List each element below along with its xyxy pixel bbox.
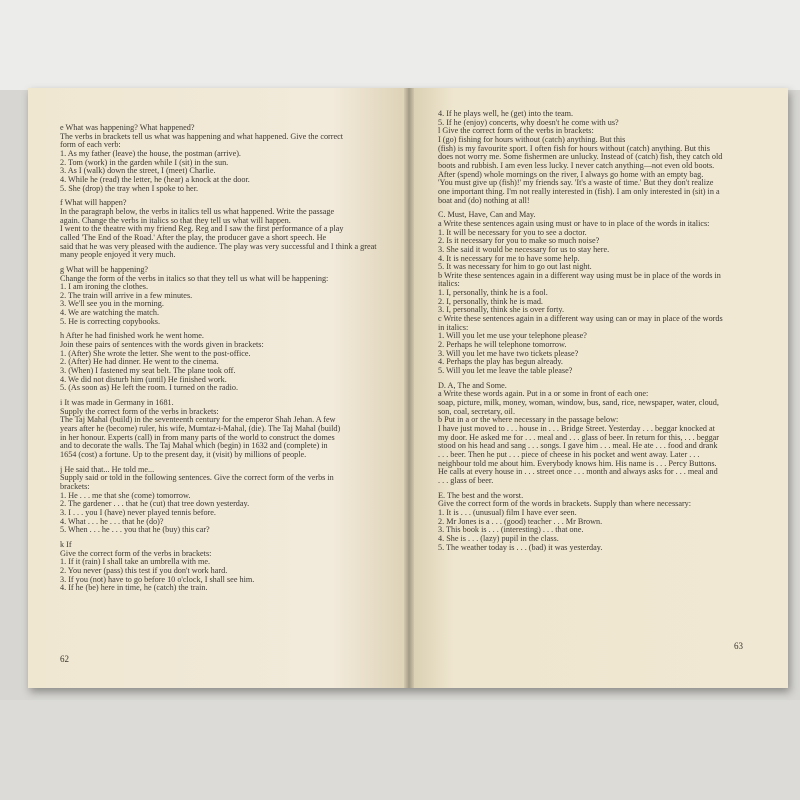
text-line: E. The best and the worst. bbox=[438, 491, 524, 500]
open-book bbox=[28, 88, 788, 688]
text-line: 4. If he (be) here in time, he (catch) the train. bbox=[60, 584, 208, 593]
text-line: 1654 (cost) a fortune. Up to the present day, it (visit) by millions of people. bbox=[60, 450, 307, 459]
left-page-number: 62 bbox=[60, 654, 69, 664]
text-line: . . . glass of beer. bbox=[438, 476, 494, 485]
exercise-block bbox=[60, 266, 398, 327]
text-line: k If bbox=[60, 540, 72, 549]
text-line: 5. (As soon as) He left the room. I turned on the radio. bbox=[60, 384, 239, 393]
text-line: 1. I am ironing the clothes. bbox=[60, 283, 148, 292]
text-line: 3. (When) I fastened my seat belt. The plane took off. bbox=[60, 367, 236, 376]
text-line: 5. It was necessary for him to go out last night. bbox=[438, 263, 592, 272]
text-line: 1. As my father (leave) the house, the postman (arrive). bbox=[60, 149, 241, 158]
background-wall bbox=[0, 0, 800, 90]
text-line: 3. This book is . . . (interesting) . . . that one. bbox=[438, 526, 584, 535]
text-line: 5. When . . . he . . . you that he (buy) this car? bbox=[60, 526, 210, 535]
text-line: soap, picture, milk, money, woman, window, bus, sand, rice, newspaper, water, cloud, bbox=[438, 399, 719, 407]
text-line: f What will happen? bbox=[60, 199, 127, 208]
text-line: e What was happening? What happened? bbox=[60, 124, 195, 132]
text-line: 2. You never (pass) this test if you don't work hard. bbox=[60, 566, 228, 575]
text-line: 5. She (drop) the tray when I spoke to her. bbox=[60, 184, 199, 193]
text-line: I (go) fishing for hours without (catch) anything. But this bbox=[438, 135, 626, 144]
text-line: 2. Is it necessary for you to make so much noise? bbox=[438, 237, 600, 246]
text-line: 1. It will be necessary for you to see a doctor. bbox=[438, 228, 587, 237]
text-line: italics: bbox=[438, 280, 460, 289]
text-line: 5. If he (enjoy) concerts, why doesn't he come with us? bbox=[438, 118, 619, 127]
text-line: C. Must, Have, Can and May. bbox=[438, 211, 536, 220]
text-line: g What will be happening? bbox=[60, 265, 149, 274]
text-line: in italics: bbox=[438, 323, 469, 332]
text-line: neighbour told me about him. Everybody knows him. His name is . . . Percy Buttons. bbox=[438, 459, 717, 468]
exercise-block bbox=[60, 332, 398, 393]
text-line: 4. Perhaps the play has begun already. bbox=[438, 358, 563, 367]
text-line: . . . beer. Then he put . . . piece of cheese in his pocket and went away. Later . . . bbox=[438, 450, 700, 459]
text-line: 5. He is correcting copybooks. bbox=[60, 317, 161, 326]
text-line: 2. (After) He had dinner. He went to the cinema. bbox=[60, 358, 219, 367]
right-page-number: 63 bbox=[734, 641, 743, 651]
text-line: I have just moved to . . . house in . . . Bridge Street. Yesterday . . . beggar knocked at bbox=[438, 424, 715, 433]
text-line: my door. He asked me for . . . meal and . . . glass of beer. In return for this, . . . beggar bbox=[438, 433, 720, 442]
text-line: 3. She said it would be necessary for us to stay here. bbox=[438, 245, 610, 254]
text-line: 1. I, personally, think he is a fool. bbox=[438, 289, 548, 298]
text-line: 4. We did not disturb him (until) He finished work. bbox=[60, 375, 227, 384]
text-line: 1. He . . . me that she (come) tomorrow. bbox=[60, 491, 191, 500]
text-line: 2. Mr Jones is a . . . (good) teacher . . . Mr Brown. bbox=[438, 517, 603, 526]
left-page-text bbox=[60, 124, 398, 599]
text-line: 4. If he plays well, he (get) into the team. bbox=[438, 110, 574, 118]
text-line: 3. We'll see you in the morning. bbox=[60, 300, 164, 309]
text-line: 2. Tom (work) in the garden while I (sit) in the sun. bbox=[60, 158, 229, 167]
text-line: 2. Perhaps he will telephone tomorrow. bbox=[438, 341, 567, 350]
text-line: Supply the correct form of the verbs in brackets: bbox=[60, 407, 219, 416]
text-line: The Taj Mahal (build) in the seventeenth century for the emperor Shah Jehan. A few bbox=[60, 416, 336, 425]
text-line: Give the correct form of the verbs in brackets: bbox=[60, 549, 212, 558]
text-line: son, coal, secretary, oil. bbox=[438, 407, 515, 416]
text-line: l Give the correct form of the verbs in brackets: bbox=[438, 127, 594, 136]
exercise-block bbox=[438, 492, 776, 553]
background-table bbox=[0, 700, 800, 800]
text-line: stood on his head and sang . . . songs. I gave him . . . meal. He ate . . . food and drank bbox=[438, 442, 718, 451]
text-line: 4. While he (read) the letter, he (hear) a knock at the door. bbox=[60, 175, 250, 184]
text-line: many people enjoyed it very much. bbox=[60, 251, 176, 260]
text-line: brackets: bbox=[60, 482, 90, 491]
text-line: 3. If you (not) have to go before 10 o'clock, I shall see him. bbox=[60, 575, 255, 584]
text-line: one important thing. I'm not really interested in (fish). I am only interested in (sit) in a bbox=[438, 187, 720, 196]
text-line: Change the form of the verbs in italics so that they tell us what will be happening: bbox=[60, 274, 329, 283]
exercise-block bbox=[438, 110, 776, 205]
text-line: called 'The End of the Road.' After the play, the producer gave a short speech. He bbox=[60, 233, 327, 242]
text-line: b Put in a or the where necessary in the passage below: bbox=[438, 416, 619, 425]
text-line: 3. I, personally, think she is over forty. bbox=[438, 306, 565, 315]
text-line: 5. Will you let me leave the table please? bbox=[438, 367, 573, 376]
text-line: 2. The train will arrive in a few minutes. bbox=[60, 291, 193, 300]
exercise-block bbox=[60, 124, 398, 193]
text-line: I went to the theatre with my friend Reg. Reg and I saw the first performance of a play bbox=[60, 225, 344, 234]
text-line: 3. I . . . you I (have) never played tennis before. bbox=[60, 508, 216, 517]
exercise-block bbox=[438, 211, 776, 375]
text-line: 4. We are watching the match. bbox=[60, 309, 159, 318]
text-line: years after he (become) ruler, his wife, Mumtaz-i-Mahal, (die). The Taj Mahal (build) bbox=[60, 425, 341, 433]
text-line: D. A, The and Some. bbox=[438, 381, 507, 390]
text-line: boots and rubbish. I am even less lucky. I never catch anything—not even old boots. bbox=[438, 161, 715, 170]
text-line: boat and (do) nothing at all! bbox=[438, 196, 530, 205]
book-spine bbox=[404, 88, 414, 688]
text-line: b Write these sentences again in a different way using must be in place of the words in bbox=[438, 271, 721, 280]
text-line: 5. The weather today is . . . (bad) it was yesterday. bbox=[438, 543, 603, 552]
text-line: (fish) is my favourite sport. I often fish for hours without (catch) anything. But this bbox=[438, 144, 710, 153]
text-line: c Write these sentences again in a different way using can or may in place of the words bbox=[438, 315, 723, 324]
text-line: 2. I, personally, think he is mad. bbox=[438, 297, 543, 306]
text-line: In the paragraph below, the verbs in italics tell us what happened. Write the passage bbox=[60, 207, 335, 216]
text-line: h After he had finished work he went home. bbox=[60, 332, 204, 341]
text-line: i It was made in Germany in 1681. bbox=[60, 399, 174, 408]
text-line: 3. Will you let me have two tickets please? bbox=[438, 349, 579, 358]
exercise-block bbox=[60, 541, 398, 593]
exercise-block bbox=[60, 466, 398, 535]
left-page bbox=[28, 88, 408, 688]
text-line: form of each verb: bbox=[60, 141, 121, 150]
exercise-block bbox=[438, 382, 776, 486]
text-line: Supply said or told in the following sentences. Give the correct form of the verbs in bbox=[60, 474, 334, 483]
text-line: in her honour. Experts (call) in from many parts of the world to construct the domes bbox=[60, 433, 335, 442]
text-line: 2. The gardener . . . that he (cut) that tree down yesterday. bbox=[60, 500, 250, 509]
text-line: a Write these words again. Put in a or some in front of each one: bbox=[438, 390, 649, 399]
exercise-block bbox=[60, 399, 398, 460]
text-line: 4. What . . . he . . . that he (do)? bbox=[60, 517, 164, 526]
text-line: 1. If it (rain) I shall take an umbrella with me. bbox=[60, 558, 211, 567]
text-line: Give the correct form of the words in brackets. Supply than where necessary: bbox=[438, 500, 692, 509]
right-page-text bbox=[438, 110, 776, 558]
right-page bbox=[408, 88, 788, 688]
text-line: does not worry me. Some fishermen are unlucky. Instead of (catch) fish, they catch old bbox=[438, 153, 723, 162]
text-line: 1. It is . . . (unusual) film I have ever seen. bbox=[438, 508, 577, 517]
text-line: 4. She is . . . (lazy) pupil in the class. bbox=[438, 534, 559, 543]
text-line: 1. (After) She wrote the letter. She went to the post-office. bbox=[60, 349, 251, 358]
text-line: and to decorate the walls. The Taj Mahal which (begin) in 1632 and (complete) in bbox=[60, 442, 328, 451]
text-line: 3. As I (walk) down the street, I (meet) Charlie. bbox=[60, 167, 216, 176]
text-line: j He said that... He told me... bbox=[60, 465, 155, 474]
text-line: 1. Will you let me use your telephone please? bbox=[438, 332, 587, 341]
exercise-block bbox=[60, 199, 398, 260]
text-line: The verbs in brackets tell us what was happening and what happened. Give the correct bbox=[60, 132, 344, 141]
text-line: 4. It is necessary for me to have some help. bbox=[438, 254, 580, 263]
text-line: After (spend) whole mornings on the river, I always go home with an empty bag. bbox=[438, 170, 704, 179]
text-line: a Write these sentences again using must or have to in place of the words in italics: bbox=[438, 219, 710, 228]
text-line: said that he was very pleased with the audience. The play was very successful and I think a great bbox=[60, 242, 377, 251]
text-line: Join these pairs of sentences with the words given in brackets: bbox=[60, 341, 264, 350]
text-line: 'You must give up (fish)!' my friends say. 'It's a waste of time.' But they don't realize bbox=[438, 179, 714, 188]
text-line: again. Change the verbs in italics so that they tell us what will happen. bbox=[60, 216, 291, 225]
text-line: He calls at every house in . . . street once . . . month and always asks for . . . meal and bbox=[438, 468, 718, 477]
